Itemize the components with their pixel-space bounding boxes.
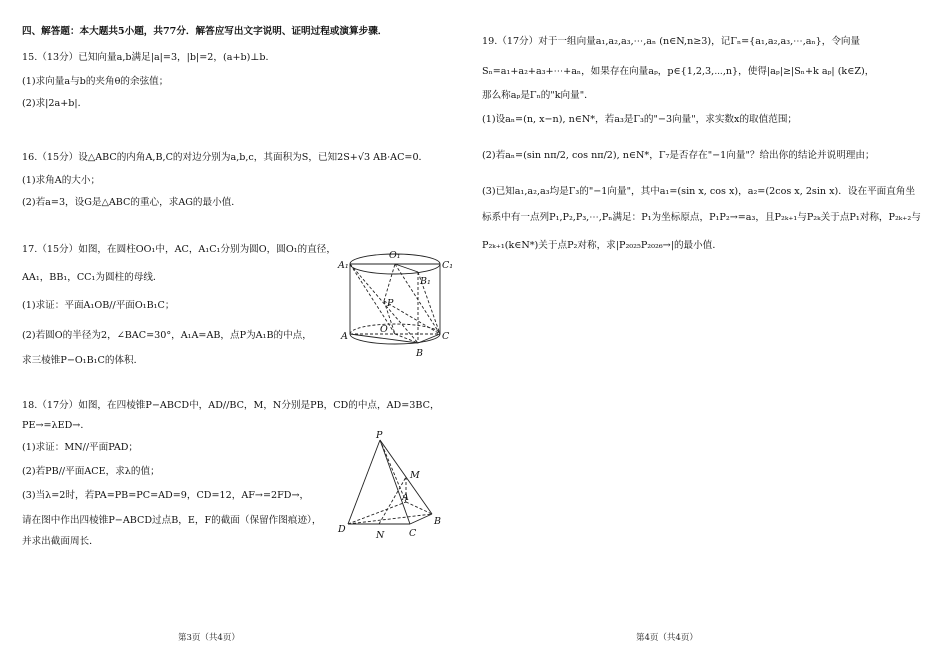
q17-stem-line1: 17.（15分）如图，在圆柱OO₁中，AC，A₁C₁分别为圆O，圆O₁的直径， [22,244,336,255]
q15-stem: 15.（13分）已知向量a,b满足|a|=3，|b|=2，(a+b)⊥b． [22,52,276,63]
q17-part2-line1: (2)若圆O的半径为2，∠BAC=30°，A₁A=AB，点P为A₁B的中点， [22,330,312,341]
label-A: A [341,331,348,342]
right-page-footer: 第4页（共4页） [636,633,698,643]
q19-part3-line2: 标系中有一点列P₁,P₂,P₃,⋯,Pₙ满足：P₁为坐标原点，P₁P₂→=a₃，且P₂ₖ₊₁与P₂ₖ关于点P₁对称，P₂ₖ₊₂与 [482,212,921,223]
label-P: P [387,298,394,309]
left-page-footer: 第3页（共4页） [178,633,240,643]
q18-pyramid-figure [336,430,448,542]
q17-cylinder-figure [336,246,454,362]
q18-part3-line1: (3)当λ=2时，若PA=PB=PC=AD=9，CD=12，AF→=2FD→， [22,490,310,501]
q17-stem-line2: AA₁，BB₁，CC₁为圆柱的母线． [22,272,163,283]
q19-part3-line1: (3)已知a₁,a₂,a₃均是Γ₃的"−1向量"，其中a₁=(sin x, cos x)，a₂=(2cos x, 2sin x)．设在平面直角坐 [482,186,916,197]
label-B: B [434,516,441,527]
label-C1: C₁ [442,260,454,271]
label-C: C [409,528,417,539]
q19-line2: Sₙ=a₁+a₂+a₃+⋯+aₙ，如果存在向量aₚ，p∈{1,2,3,⋯,n}，使得|aₚ|≥|Sₙ+k aₚ| (k∈Z)， [482,66,875,77]
q17-part2-line2: 求三棱锥P−O₁B₁C的体积． [22,355,144,366]
label-M: M [410,470,420,481]
label-B1: B₁ [420,276,431,287]
q15-part2: (2)求|2a+b|． [22,98,88,109]
q19-part2: (2)若aₙ=(sin nπ/2, cos nπ/2), n∈N*，Γ₇是否存在"−1向量"？给出你的结论并说明理由； [482,150,875,161]
q19-part3-line3: P₂ₖ₊₁(k∈N*)关于点P₂对称，求|P₂₀₂₅P₂₀₂₆→|的最小值． [482,240,722,251]
q19-line3: 那么称aₚ是Γₙ的"k向量"． [482,90,594,101]
q15-part1: (1)求向量a与b的夹角θ的余弦值； [22,76,169,87]
q19-part1: (1)设aₙ=(n, x−n), n∈N*，若a₃是Γ₃的"−3向量"，求实数x的取值范围； [482,114,798,125]
label-A1: A₁ [338,260,349,271]
q17-part1: (1)求证：平面A₁OB//平面O₁B₁C； [22,300,175,311]
q16-stem: 16.（15分）设△ABC的内角A,B,C的对边分别为a,b,c，其面积为S，已知2S+√3 AB·AC=0． [22,152,429,163]
label-N: N [376,530,385,541]
q18-stem-line2: PE→=λED→． [22,420,90,431]
label-O1: O₁ [389,250,401,261]
q16-part1: (1)求角A的大小； [22,175,101,186]
label-D: D [338,524,346,535]
q18-part1: (1)求证：MN//平面PAD； [22,442,139,453]
label-O: O [380,324,388,335]
q18-part3-line2: 请在图中作出四棱锥P−ABCD过点B，E，F的截面（保留作图痕迹）， [22,515,322,526]
label-C: C [442,331,450,342]
q19-line1: 19.（17分）对于一组向量a₁,a₂,a₃,⋯,aₙ (n∈N,n≥3)，记Γₙ={a₁,a₂,a₃,⋯,aₙ}，令向量 [482,36,861,47]
section-header: 四、解答题：本大题共5小题，共77分．解答应写出文字说明、证明过程或演算步骤． [22,26,388,37]
label-B: B [416,348,423,359]
q18-part2: (2)若PB//平面ACE，求λ的值； [22,466,160,477]
q16-part2: (2)若a=3，设G是△ABC的重心，求AG的最小值． [22,197,241,208]
q18-part3-line3: 并求出截面周长． [22,536,99,547]
label-P: P [376,430,383,441]
q18-stem-line1: 18.（17分）如图，在四棱锥P−ABCD中，AD//BC，M，N分别是PB，CD的中点，AD=3BC， [22,400,440,411]
label-A: A [402,492,409,503]
